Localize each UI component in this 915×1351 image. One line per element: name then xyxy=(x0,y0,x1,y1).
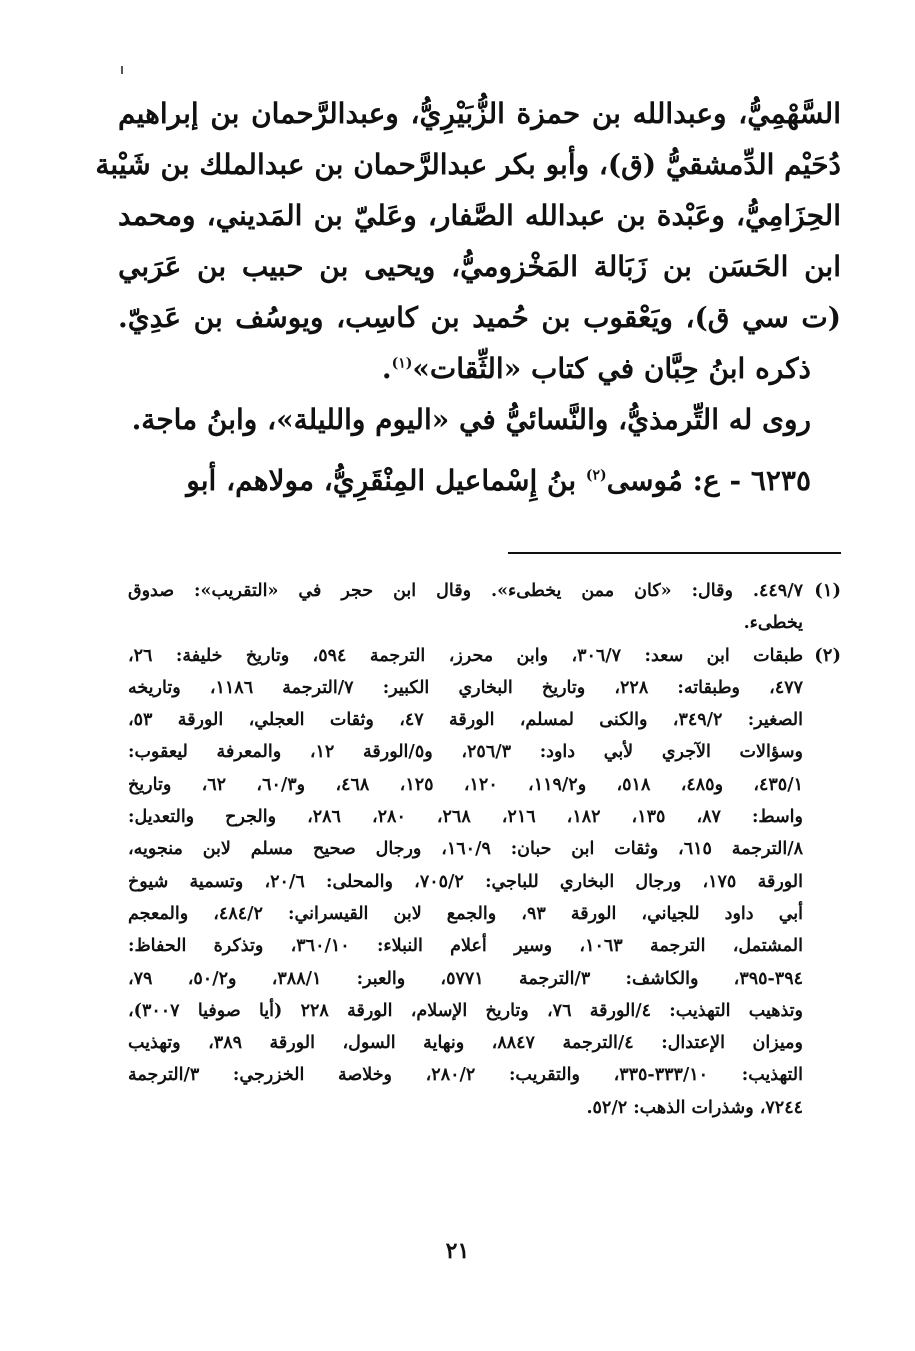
footnote-line: ٧٢٤٤، وشذرات الذهب: ٥٢/٢. xyxy=(586,1097,803,1118)
footnote-line: ٤٤٩/٧. وقال: «كان ممن يخطىء». وقال ابن حجر في «التقريب»: صدوق xyxy=(128,581,803,601)
entry-rest: بنُ إِسْماعيل المِنْقَرِيُّ، مولاهم، أبو xyxy=(186,464,577,497)
footnote-line: ٤٧٧، وطبقاته: ٢٢٨، وتاريخ البخاري الكبير: ٧/الترجمة ١١٨٦، وتاريخه xyxy=(128,677,803,698)
main-text xyxy=(95,88,841,506)
footnote-line: الصغير: ٣٤٩/٢، والكنى لمسلم، الورقة ٤٧، وثقات العجلي، الورقة ٥٣، xyxy=(128,710,803,731)
footnote-line: ٤٣٥/١، و٤٨٥، ٥١٨، و١١٩/٢، ١٢٠، ١٢٥، ٤٦٨، و٦٠/٣، ٦٢، وتاريخ xyxy=(128,774,803,795)
footnote-line: الورقة ١٧٥، ورجال البخاري للباجي: ٧٠٥/٢، والمحلى: ٢٠/٦، وتسمية شيوخ xyxy=(128,871,803,892)
footnote-number: (١) xyxy=(814,580,841,601)
footnote-ref-1: (١) xyxy=(391,355,413,372)
main-line-riwaya: روى له التِّرمذيُّ، والنَّسائيُّ في «اليوم والليلة»، وابنُ ماجة. xyxy=(131,403,811,436)
footnote-number: (٢) xyxy=(814,644,841,666)
footnote-2 xyxy=(128,640,841,1124)
main-line-ibn-hibban xyxy=(118,343,841,394)
footnote-body xyxy=(128,575,803,640)
line-end-dot: . xyxy=(381,352,392,385)
margin-mark xyxy=(121,66,123,74)
footnote-ref-2: (٢) xyxy=(585,467,607,484)
ibn-hibban-text: ذكره ابنُ حِبَّان في كتاب «الثِّقات» xyxy=(412,352,811,385)
entry-heading xyxy=(118,455,841,506)
footnote-line: وميزان الإعتدال: ٤/الترجمة ٨٨٤٧، ونهاية السول، الورقة ٣٨٩، وتهذيب xyxy=(128,1033,803,1054)
footnote-line: طبقات ابن سعد: ٣٠٦/٧، وابن محرز، الترجمة ٥٩٤، وتاريخ خليفة: ٢٦، xyxy=(128,645,803,666)
footnote-line: ٣٩٤-٣٩٥، والكاشف: ٣/الترجمة ٥٧٧١، والعبر: ٣٨٨/١، و٥٠/٢، ٧٩، xyxy=(128,968,803,989)
entry-number: ٦٢٣٥ xyxy=(750,464,811,497)
footnote-line: التهذيب: ٣٣٣/١٠-٣٣٥، والتقريب: ٢٨٠/٢، وخلاصة الخزرجي: ٣/الترجمة xyxy=(128,1065,803,1086)
footnote-line: يخطىء. xyxy=(743,613,803,634)
footnotes xyxy=(128,575,841,1124)
footnote-line: وسؤالات الآجري لأبي داود: ٢٥٦/٣، و٥/الورقة ١٢، والمعرفة ليعقوب: xyxy=(128,742,803,763)
footnote-line: واسط: ٨٧، ١٣٥، ١٨٢، ٢١٦، ٢٦٨، ٢٨٠، ٢٨٦، والجرح والتعديل: xyxy=(128,807,803,828)
footnote-1 xyxy=(128,575,841,640)
entry-prefix: - ع: مُوسى xyxy=(606,464,742,497)
main-line: السَّهْمِيُّ، وعبدالله بن حمزة الزُّبَيْرِيُّ، وعبدالرَّحمان بن إبراهيم xyxy=(118,97,841,130)
page-number: ٢١ xyxy=(445,1238,470,1264)
footnote-body xyxy=(128,640,803,1124)
main-line: دُحَيْم الدِّمشقيُّ (ق)، وأبو بكر عبدالرَّحمان بن عبدالملك بن شَيْبة xyxy=(95,148,841,181)
main-line: الحِزَامِيُّ، وعَبْدة بن عبدالله الصَّفار، وعَليّ بن المَديني، ومحمد xyxy=(118,199,841,232)
main-line: ابن الحَسَن بن زَبَالة المَخْزوميُّ، ويحيى بن حبيب بن عَرَبي xyxy=(118,250,841,283)
footnote-separator xyxy=(508,552,841,554)
footnote-line: وتذهيب التهذيب: ٤/الورقة ٧٦، وتاريخ الإسلام، الورقة ٢٢٨ (أيا صوفيا ٣٠٠٧)، xyxy=(128,1000,803,1021)
main-line: (ت سي ق)، ويَعْقوب بن حُميد بن كاسِب، ويوسُف بن عَدِيّ. xyxy=(118,301,841,334)
footnote-line: ٨/الترجمة ٦١٥، وثقات ابن حبان: ١٦٠/٩، ورجال صحيح مسلم لابن منجويه، xyxy=(128,839,803,860)
footnote-line: المشتمل، الترجمة ١٠٦٣، وسير أعلام النبلاء: ٣٦٠/١٠، وتذكرة الحفاظ: xyxy=(128,936,803,957)
footnote-line: أبي داود للجياني، الورقة ٩٣، والجمع لابن القيسراني: ٤٨٤/٢، والمعجم xyxy=(128,903,803,924)
